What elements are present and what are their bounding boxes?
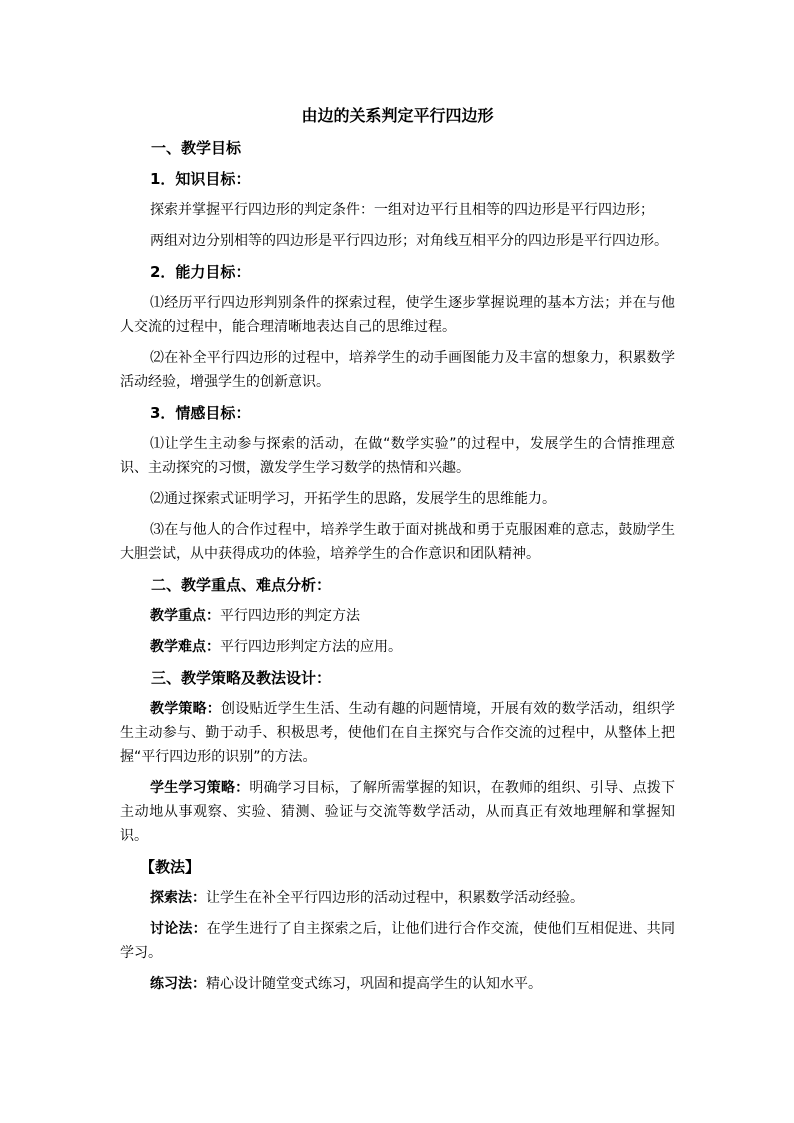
- key-point-text: 平行四边形的判定方法: [220, 608, 360, 624]
- section-heading-key-points: 二、教学重点、难点分析：: [151, 576, 332, 594]
- discuss-method-paragraph: [120, 917, 675, 965]
- teaching-strategy-term: 教学策略：: [150, 701, 221, 717]
- key-point-term: 教学重点：: [150, 608, 220, 624]
- difficulty-text: 平行四边形判定方法的应用。: [220, 639, 402, 655]
- ability-paragraph: ⑵在补全平行四边形的过程中，培养学生的动手画图能力及丰富的想象力，积累数学活动经验，增强学生的创新意识。: [120, 350, 675, 390]
- knowledge-paragraph: 探索并掌握平行四边形的判定条件：一组对边平行且相等的四边形是平行四边形；: [150, 202, 654, 218]
- explore-method-text: 让学生在补全平行四边形的活动过程中，积累数学活动经验。: [206, 890, 584, 906]
- difficulty-paragraph: [120, 635, 675, 659]
- teaching-methods-heading: 【教法】: [140, 858, 201, 876]
- teaching-strategy-text: 创设贴近学生生活、生动有趣的问题情境，开展有效的数学活动，组织学生主动参与、勤于动手、积极思考，使他们在自主探究与合作交流的过程中，从整体上把握“平行四边形的识别”的方法。: [120, 701, 676, 765]
- emotion-paragraph: ⑶在与他人的合作过程中，培养学生敢于面对挑战和勇于克服困难的意志，鼓励学生大胆尝试，从中获得成功的体验，培养学生的合作意识和团队精神。: [120, 522, 675, 562]
- practice-method-text: 精心设计随堂变式练习，巩固和提高学生的认知水平。: [206, 976, 542, 992]
- teaching-strategy-paragraph: [120, 697, 675, 769]
- knowledge-paragraph: 两组对边分别相等的四边形是平行四边形；对角线互相平分的四边形是平行四边形。: [150, 233, 668, 249]
- learning-strategy-text: 明确学习目标，了解所需掌握的知识，在教师的组织、引导、点拨下主动地从事观察、实验、猜测、验证与交流等数学活动，从而真正有效地理解和掌握知识。: [120, 780, 676, 844]
- practice-method-paragraph: [120, 972, 675, 996]
- learning-strategy-term: 学生学习策略：: [150, 780, 250, 796]
- ability-paragraph: ⑴经历平行四边形判别条件的探索过程，使学生逐步掌握说理的基本方法；并在与他人交流的过程中，能合理清晰地表达自己的思维过程。: [120, 295, 675, 335]
- practice-method-term: 练习法：: [150, 976, 206, 992]
- key-point-paragraph: [120, 604, 675, 628]
- emotion-paragraph: ⑴让学生主动参与探索的活动，在做“数学实验”的过程中，发展学生的合情推理意识、主动探究的习惯，激发学生学习数学的热情和兴趣。: [120, 436, 675, 476]
- document-title: 由边的关系判定平行四边形: [301, 106, 494, 125]
- subheading-knowledge: 1．知识目标：: [150, 170, 251, 188]
- section-heading-strategy: 三、教学策略及教法设计：: [151, 669, 332, 687]
- discuss-method-term: 讨论法：: [150, 921, 207, 937]
- explore-method-paragraph: [120, 886, 675, 910]
- emotion-paragraph: ⑵通过探索式证明学习，开拓学生的思路，发展学生的思维能力。: [150, 491, 556, 507]
- explore-method-term: 探索法：: [150, 890, 206, 906]
- discuss-method-text: 在学生进行了自主探索之后，让他们进行合作交流，使他们互相促进、共同学习。: [120, 921, 676, 961]
- document-body: [120, 103, 675, 1003]
- subheading-emotion: 3．情感目标：: [150, 404, 251, 422]
- difficulty-term: 教学难点：: [150, 639, 220, 655]
- section-heading-objectives: 一、教学目标: [151, 139, 242, 157]
- subheading-ability: 2．能力目标：: [150, 263, 251, 281]
- learning-strategy-paragraph: [120, 776, 675, 848]
